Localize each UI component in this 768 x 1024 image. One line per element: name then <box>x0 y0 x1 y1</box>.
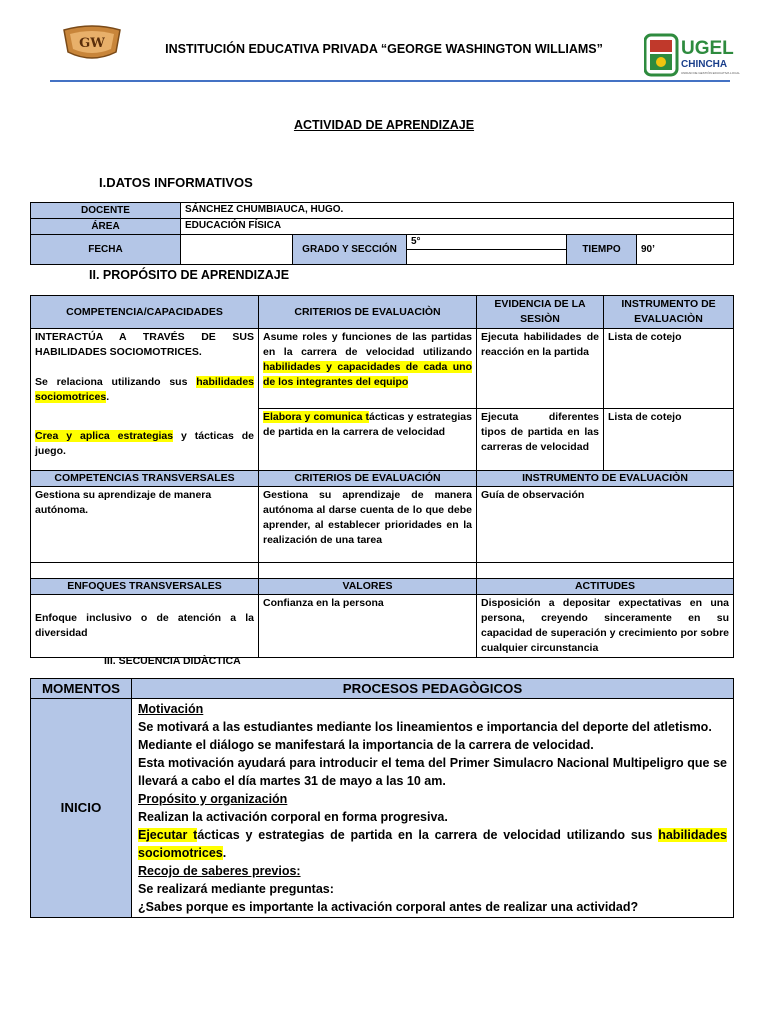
evidencia-header: EVIDENCIA DE LA SESIÒN <box>477 296 604 329</box>
criterio-2 <box>259 409 477 471</box>
docente-label: DOCENTE <box>31 203 181 219</box>
valores-header: VALORES <box>259 579 477 595</box>
datos-informativos-table <box>30 202 734 265</box>
valor-value: Confianza en la persona <box>259 595 477 658</box>
saberes-p1: Se realizará mediante preguntas: <box>138 882 334 896</box>
proposito-title: Propósito y organización <box>138 792 288 806</box>
capacidad-2 <box>35 429 254 459</box>
tiempo-value: 90’ <box>637 235 734 265</box>
proposito-p1: Realizan la activación corporal en forma progresiva. <box>138 810 448 824</box>
area-label: ÁREA <box>31 219 181 235</box>
competencia-header: COMPETENCIA/CAPACIDADES <box>31 296 259 329</box>
seccion-value <box>407 250 567 265</box>
capacidad-1 <box>35 375 254 405</box>
enfoque-value: Enfoque inclusivo o de atención a la diversidad <box>31 595 259 658</box>
capacidad-2-post: y tácticas de juego. <box>35 430 255 457</box>
section3-heading: III. SECUENCIA DIDÀCTICA <box>104 655 241 667</box>
proposito-mid: ácticas y estrategias de partida en la carrera de velocidad utilizando sus <box>197 828 659 842</box>
institution-name: INSTITUCIÓN EDUCATIVA PRIVADA “GEORGE WASHINGTON WILLIAMS” <box>165 42 603 56</box>
section2-heading: II. PROPÓSITO DE APRENDIZAJE <box>89 268 290 282</box>
fecha-label: FECHA <box>31 235 181 265</box>
proposito-end: . <box>222 846 227 860</box>
criterio-1 <box>259 329 477 409</box>
capacidad-2-highlight: Crea y aplica estrategias <box>35 430 174 442</box>
ugel-logo <box>644 32 742 78</box>
section1-heading: I.DATOS INFORMATIVOS <box>99 175 253 190</box>
proposito-table <box>30 295 734 658</box>
comp-trans-header: COMPETENCIAS TRANSVERSALES <box>31 471 259 487</box>
criterios-header: CRITERIOS DE EVALUACIÒN <box>259 296 477 329</box>
criterio-2-highlight: Elabora y comunica t <box>263 411 369 423</box>
motivacion-p1: Se motivará a las estudiantes mediante los lineamientos e importancia del deporte del atletismo. <box>138 720 712 734</box>
docente-value: SÁNCHEZ CHUMBIAUCA, HUGO. <box>181 203 734 219</box>
procesos-cell <box>132 699 734 918</box>
actitudes-header: ACTITUDES <box>477 579 734 595</box>
evidencia-2: Ejecuta diferentes tipos de partida en las carreras de velocidad <box>477 409 604 471</box>
saberes-p2: ¿Sabes porque es importante la activación corporal antes de realizar una actividad? <box>138 900 639 914</box>
actitud-value: Disposición a depositar expectativas en una persona, creyendo sinceramente en su capacidad de superación y crecimiento por sobre cualquier circunstancia <box>477 595 734 658</box>
proposito-hl2: habilidades sociomotrices <box>138 828 727 860</box>
inst-trans-header: INSTRUMENTO DE EVALUACIÒN <box>477 471 734 487</box>
school-logo-text: GW <box>79 36 105 51</box>
enfoques-header: ENFOQUES TRANSVERSALES <box>31 579 259 595</box>
trans-criterio: Gestiona su aprendizaje de manera autónoma al darse cuenta de lo que debe aprender, al establecer prioridades en la realización de una tarea <box>259 487 477 563</box>
competencia-title: INTERACTÚA A TRAVÉS DE SUS HABILIDADES SOCIOMOTRICES. <box>35 331 254 358</box>
area-value: EDUCACIÓN FÍSICA <box>181 219 734 235</box>
proposito-p2 <box>138 826 727 862</box>
secuencia-table <box>30 678 734 918</box>
criterio-1-highlight: habilidades y capacidades de cada uno de los integrantes del equipo <box>263 361 472 388</box>
motivacion-p2: Mediante el diálogo se manifestará la importancia de la carrera de velocidad. <box>138 738 594 752</box>
tiempo-label: TIEMPO <box>567 235 637 265</box>
motivacion-title: Motivación <box>138 702 204 716</box>
instrumento-header: INSTRUMENTO DE EVALUACIÒN <box>604 296 734 329</box>
evidencia-1: Ejecuta habilidades de reacción en la partida <box>477 329 604 409</box>
instrumento-2: Lista de cotejo <box>604 409 734 471</box>
capacidad-1-post: . <box>106 391 110 403</box>
grado-value: 5° <box>407 235 567 250</box>
header-divider <box>50 80 730 82</box>
competencia-cell <box>31 329 259 471</box>
ugel-logo-line1: UGEL <box>681 38 734 59</box>
empty-cell-2 <box>259 563 477 579</box>
ugel-logo-tagline: UNIDAD DE GESTIÓN EDUCATIVA LOCAL <box>681 71 740 75</box>
saberes-title: Recojo de saberes previos: <box>138 864 301 878</box>
empty-cell-3 <box>477 563 734 579</box>
trans-instrumento: Guía de observación <box>477 487 734 563</box>
document-title: ACTIVIDAD DE APRENDIZAJE <box>293 118 475 132</box>
capacidad-1-highlight: habilidades sociomotrices <box>35 376 254 403</box>
ugel-logo-line2: CHINCHA <box>681 59 728 70</box>
instrumento-1: Lista de cotejo <box>604 329 734 409</box>
motivacion-p3: Esta motivación ayudará para introducir el tema del Primer Simulacro Nacional Multipeligro que se llevará a cabo el día martes 31 de mayo a las 10 am. <box>138 756 727 788</box>
fecha-value <box>181 235 293 265</box>
moment-inicio: INICIO <box>31 699 132 918</box>
crit-trans-header: CRITERIOS DE EVALUACIÓN <box>259 471 477 487</box>
proposito-hl1: Ejecutar t <box>138 828 198 842</box>
procesos-header: PROCESOS PEDAGÒGICOS <box>132 679 734 699</box>
criterio-1-pre: Asume roles y funciones de las partidas en la carrera de velocidad utilizando <box>263 331 472 358</box>
grado-label: GRADO Y SECCIÓN <box>293 235 407 265</box>
trans-competencia: Gestiona su aprendizaje de manera autónoma. <box>31 487 259 563</box>
criterio-2-post: ácticas y estrategias de partida en la carrera de velocidad <box>263 411 472 438</box>
momentos-header: MOMENTOS <box>31 679 132 699</box>
capacidad-1-pre: Se relaciona utilizando sus <box>35 376 197 388</box>
empty-cell-1 <box>31 563 259 579</box>
